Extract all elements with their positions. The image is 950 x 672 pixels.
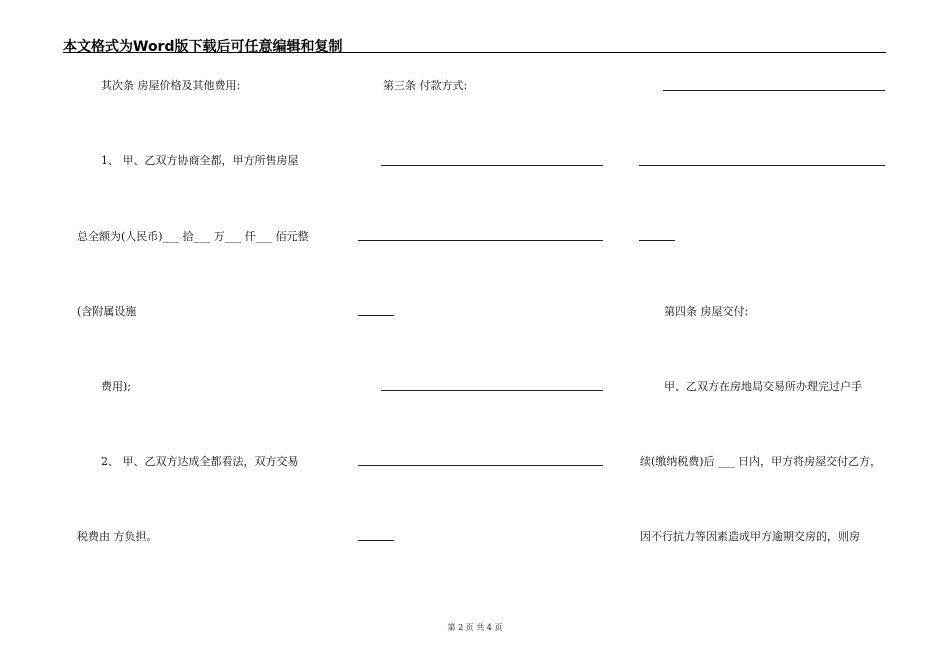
blank-line xyxy=(358,465,603,466)
blank-line xyxy=(663,90,885,91)
clause-4-heading: 第四条 房屋交付: xyxy=(664,305,749,318)
clause-2-item-1-line-2: 总全额为(人民币)___ 拾___ 万___ 仟___ 佰元整 xyxy=(77,230,309,243)
blank-line xyxy=(358,315,394,316)
clause-2-item-1-line-1: 1、 甲、乙双方协商全都，甲方所售房屋 xyxy=(101,154,299,167)
clause-2-heading: 其次条 房屋价格及其他费用: xyxy=(101,79,241,92)
header-divider xyxy=(63,52,886,53)
clause-3-heading: 第三条 付款方式: xyxy=(383,79,468,92)
clause-2-item-2-line-1: 2、 甲、乙双方达成全都看法，双方交易 xyxy=(101,455,299,468)
blank-line xyxy=(358,240,603,241)
clause-2-item-2-line-2: 税费由 方负担。 xyxy=(77,530,158,543)
clause-2-item-1-line-3: (含附属设施 xyxy=(77,305,137,318)
document-header-title: 本文格式为Word版下载后可任意编辑和复制 xyxy=(63,39,343,55)
blank-line xyxy=(358,540,394,541)
clause-2-item-1-line-4: 费用); xyxy=(101,380,131,393)
blank-line xyxy=(639,165,885,166)
blank-line xyxy=(381,165,603,166)
page-number: 第 2 页 共 4 页 xyxy=(447,623,503,632)
blank-line xyxy=(381,390,603,391)
clause-4-line-1: 甲、乙双方在房地局交易所办理完过户手 xyxy=(664,380,862,393)
clause-4-line-2: 续(缴纳税费)后 ___ 日内，甲方将房屋交付乙方， xyxy=(640,455,882,468)
blank-line xyxy=(639,240,675,241)
clause-4-line-3: 因不行抗力等因素造成甲方逾期交房的，则房 xyxy=(640,530,860,543)
